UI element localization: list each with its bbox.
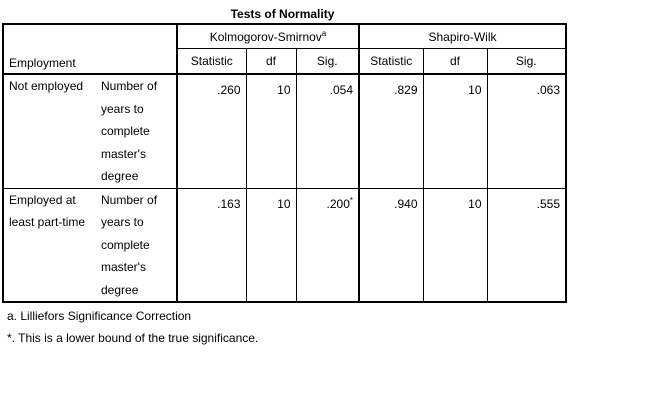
row-variable-label: Number of years to complete master's degree bbox=[97, 74, 177, 188]
footnote-lower-bound: *. This is a lower bound of the true significance. bbox=[7, 331, 259, 345]
row-variable-label: Number of years to complete master's degree bbox=[97, 188, 177, 302]
sw-sig-value: .063 bbox=[487, 74, 566, 188]
ks-sig-number: .200 bbox=[326, 196, 350, 211]
sw-df-value: 10 bbox=[423, 188, 487, 302]
table-row bbox=[3, 74, 566, 188]
sw-statistic-value: .829 bbox=[359, 74, 423, 188]
ks-group-header bbox=[177, 24, 359, 49]
ks-sig-mark: * bbox=[349, 195, 353, 205]
ks-sig-number: .054 bbox=[329, 83, 353, 97]
ks-df-value: 10 bbox=[246, 74, 296, 188]
sw-sig-value: .555 bbox=[487, 188, 566, 302]
col-sw-df: df bbox=[423, 49, 487, 75]
col-sw-sig: Sig. bbox=[487, 49, 566, 75]
footnote-lilliefors: a. Lilliefors Significance Correction bbox=[7, 309, 192, 323]
group-header-row bbox=[3, 24, 566, 49]
normality-table bbox=[2, 23, 567, 303]
sw-df-value: 10 bbox=[423, 74, 487, 188]
ks-sig-value bbox=[296, 188, 359, 302]
ks-footnote-mark: a bbox=[321, 28, 327, 38]
sw-group-header: Shapiro-Wilk bbox=[359, 24, 566, 49]
employment-header: Employment bbox=[3, 24, 97, 74]
ks-statistic-value: .163 bbox=[177, 188, 246, 302]
sw-statistic-value: .940 bbox=[359, 188, 423, 302]
ks-group-label: Kolmogorov-Smirnov bbox=[209, 29, 322, 44]
ks-df-value: 10 bbox=[246, 188, 296, 302]
ks-sig-value bbox=[296, 74, 359, 188]
ks-statistic-value: .260 bbox=[177, 74, 246, 188]
row-group-label: Not employed bbox=[3, 74, 97, 188]
variable-header-blank bbox=[97, 24, 177, 74]
table-row bbox=[3, 188, 566, 302]
table-title: Tests of Normality bbox=[230, 7, 335, 21]
col-ks-sig: Sig. bbox=[296, 49, 359, 75]
col-ks-df: df bbox=[246, 49, 296, 75]
col-ks-statistic: Statistic bbox=[177, 49, 246, 75]
col-sw-statistic: Statistic bbox=[359, 49, 423, 75]
row-group-label: Employed at least part-time bbox=[3, 188, 97, 302]
